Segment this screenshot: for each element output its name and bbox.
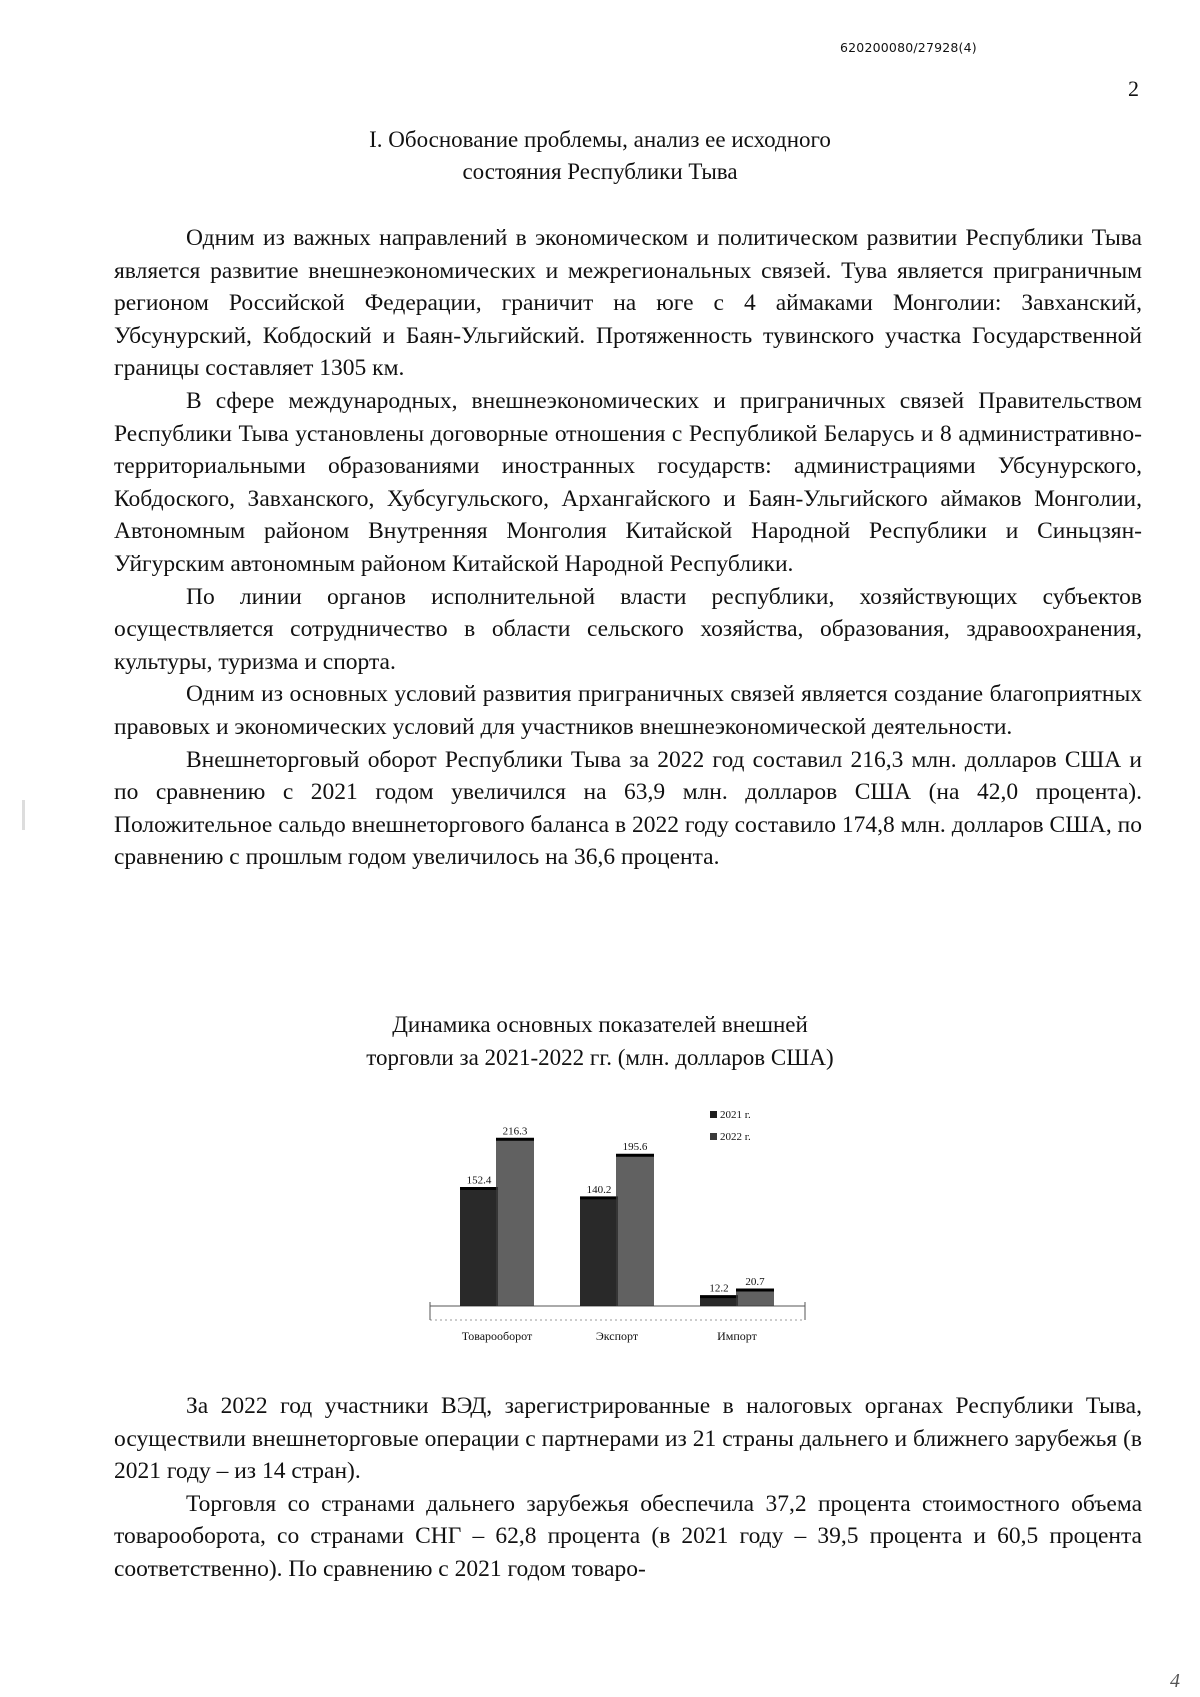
paragraph: По линии органов исполнительной власти республики, хозяйствующих субъектов осуществляется сотрудничество в области сельского хозяйства, образования, здравоохранения, культуры, туризма и спорта.	[114, 583, 1142, 675]
category-tick-label: Экспорт	[595, 1329, 639, 1343]
legend-swatch	[710, 1133, 717, 1140]
data-label: 152.4	[466, 1174, 492, 1187]
body-text-bottom	[114, 1390, 1142, 1586]
handwritten-page-mark: 4	[1170, 1670, 1180, 1692]
legend-entry: 2021 г.	[720, 1109, 751, 1121]
bar-2021-1	[580, 1198, 618, 1306]
chart-caption	[0, 1008, 1200, 1074]
chart-caption-line-1: Динамика основных показателей внешней	[392, 1012, 808, 1037]
legend-swatch	[710, 1111, 717, 1118]
bar-2022-0	[496, 1139, 534, 1306]
bar-2022-1	[616, 1155, 654, 1306]
paragraph: В сфере международных, внешнеэкономических и приграничных связей Правительством Республики Тыва установлены договорные отношения с Республикой Беларусь и 8 административно-территориальными образованиями иностранных государств: администрациями Убсунурского, Кобдоского, Завханского, Хубсугульского, Архангайского и Баян-Ульгийского аймаков Монголии, Автономным районом Внутренняя Монголия Китайской Народной Республики и Синьцзян-Уйгурским автономным районом Китайской Народной Республики.	[114, 387, 1142, 577]
paragraph: За 2022 год участники ВЭД, зарегистрированные в налоговых органах Республики Тыва, осуществили внешнеторговые операции с партнерами из 21 страны дальнего и ближнего зарубежья (в 2021 году – из 14 стран).	[114, 1393, 1142, 1485]
section-title-line-2: состояния Республики Тыва	[462, 159, 738, 184]
data-label: 140.2	[586, 1183, 612, 1196]
data-label: 20.7	[745, 1276, 765, 1289]
data-label: 216.3	[502, 1125, 528, 1138]
paragraph: Внешнеторговый оборот Республики Тыва за 2022 год составил 216,3 млн. долларов США и по сравнению с 2021 годом увеличился на 63,9 млн. долларов США (на 42,0 процента). Положительное сальдо внешнеторгового баланса в 2022 году составило 174,8 млн. долларов США, по сравнению с прошлым годом увеличилось на 36,6 процента.	[114, 746, 1142, 871]
chart-canvas	[420, 1106, 820, 1356]
paragraph: Одним из основных условий развития приграничных связей является создание благоприятных правовых и экономических условий для участников внешнеэкономической деятельности.	[114, 681, 1142, 740]
legend-entry: 2022 г.	[720, 1131, 751, 1143]
scan-margin-mark	[22, 800, 25, 830]
category-tick-label: Импорт	[717, 1329, 757, 1343]
data-label: 195.6	[622, 1141, 648, 1154]
category-tick-label: Товарооборот	[461, 1329, 533, 1343]
data-label: 12.2	[709, 1282, 729, 1295]
bar-2022-2	[736, 1290, 774, 1306]
section-title	[0, 124, 1200, 188]
document-id: 620200080/27928(4)	[840, 40, 977, 55]
chart-caption-line-2: торговли за 2021-2022 гг. (млн. долларов США)	[366, 1045, 834, 1070]
trade-bar-chart	[420, 1106, 820, 1356]
section-title-line-1: I. Обоснование проблемы, анализ ее исходного	[369, 127, 831, 152]
paragraph: Торговля со странами дальнего зарубежья обеспечила 37,2 процента стоимостного объема товарооборота, со странами СНГ – 62,8 процента (в 2021 году – 39,5 процента и 60,5 процента соответственно). По сравнению с 2021 годом товаро-	[114, 1490, 1142, 1582]
paragraph: Одним из важных направлений в экономическом и политическом развитии Республики Тыва является развитие внешнеэкономических и межрегиональных связей. Тува является приграничным регионом Российской Федерации, граничит на юге с 4 аймаками Монголии: Завханский, Убсунурский, Кобдоский и Баян-Ульгийский. Протяженность тувинского участка Государственной границы составляет 1305 км.	[114, 225, 1142, 382]
page-number: 2	[1128, 76, 1139, 101]
body-text-top	[114, 222, 1142, 874]
bar-2021-0	[460, 1189, 498, 1306]
